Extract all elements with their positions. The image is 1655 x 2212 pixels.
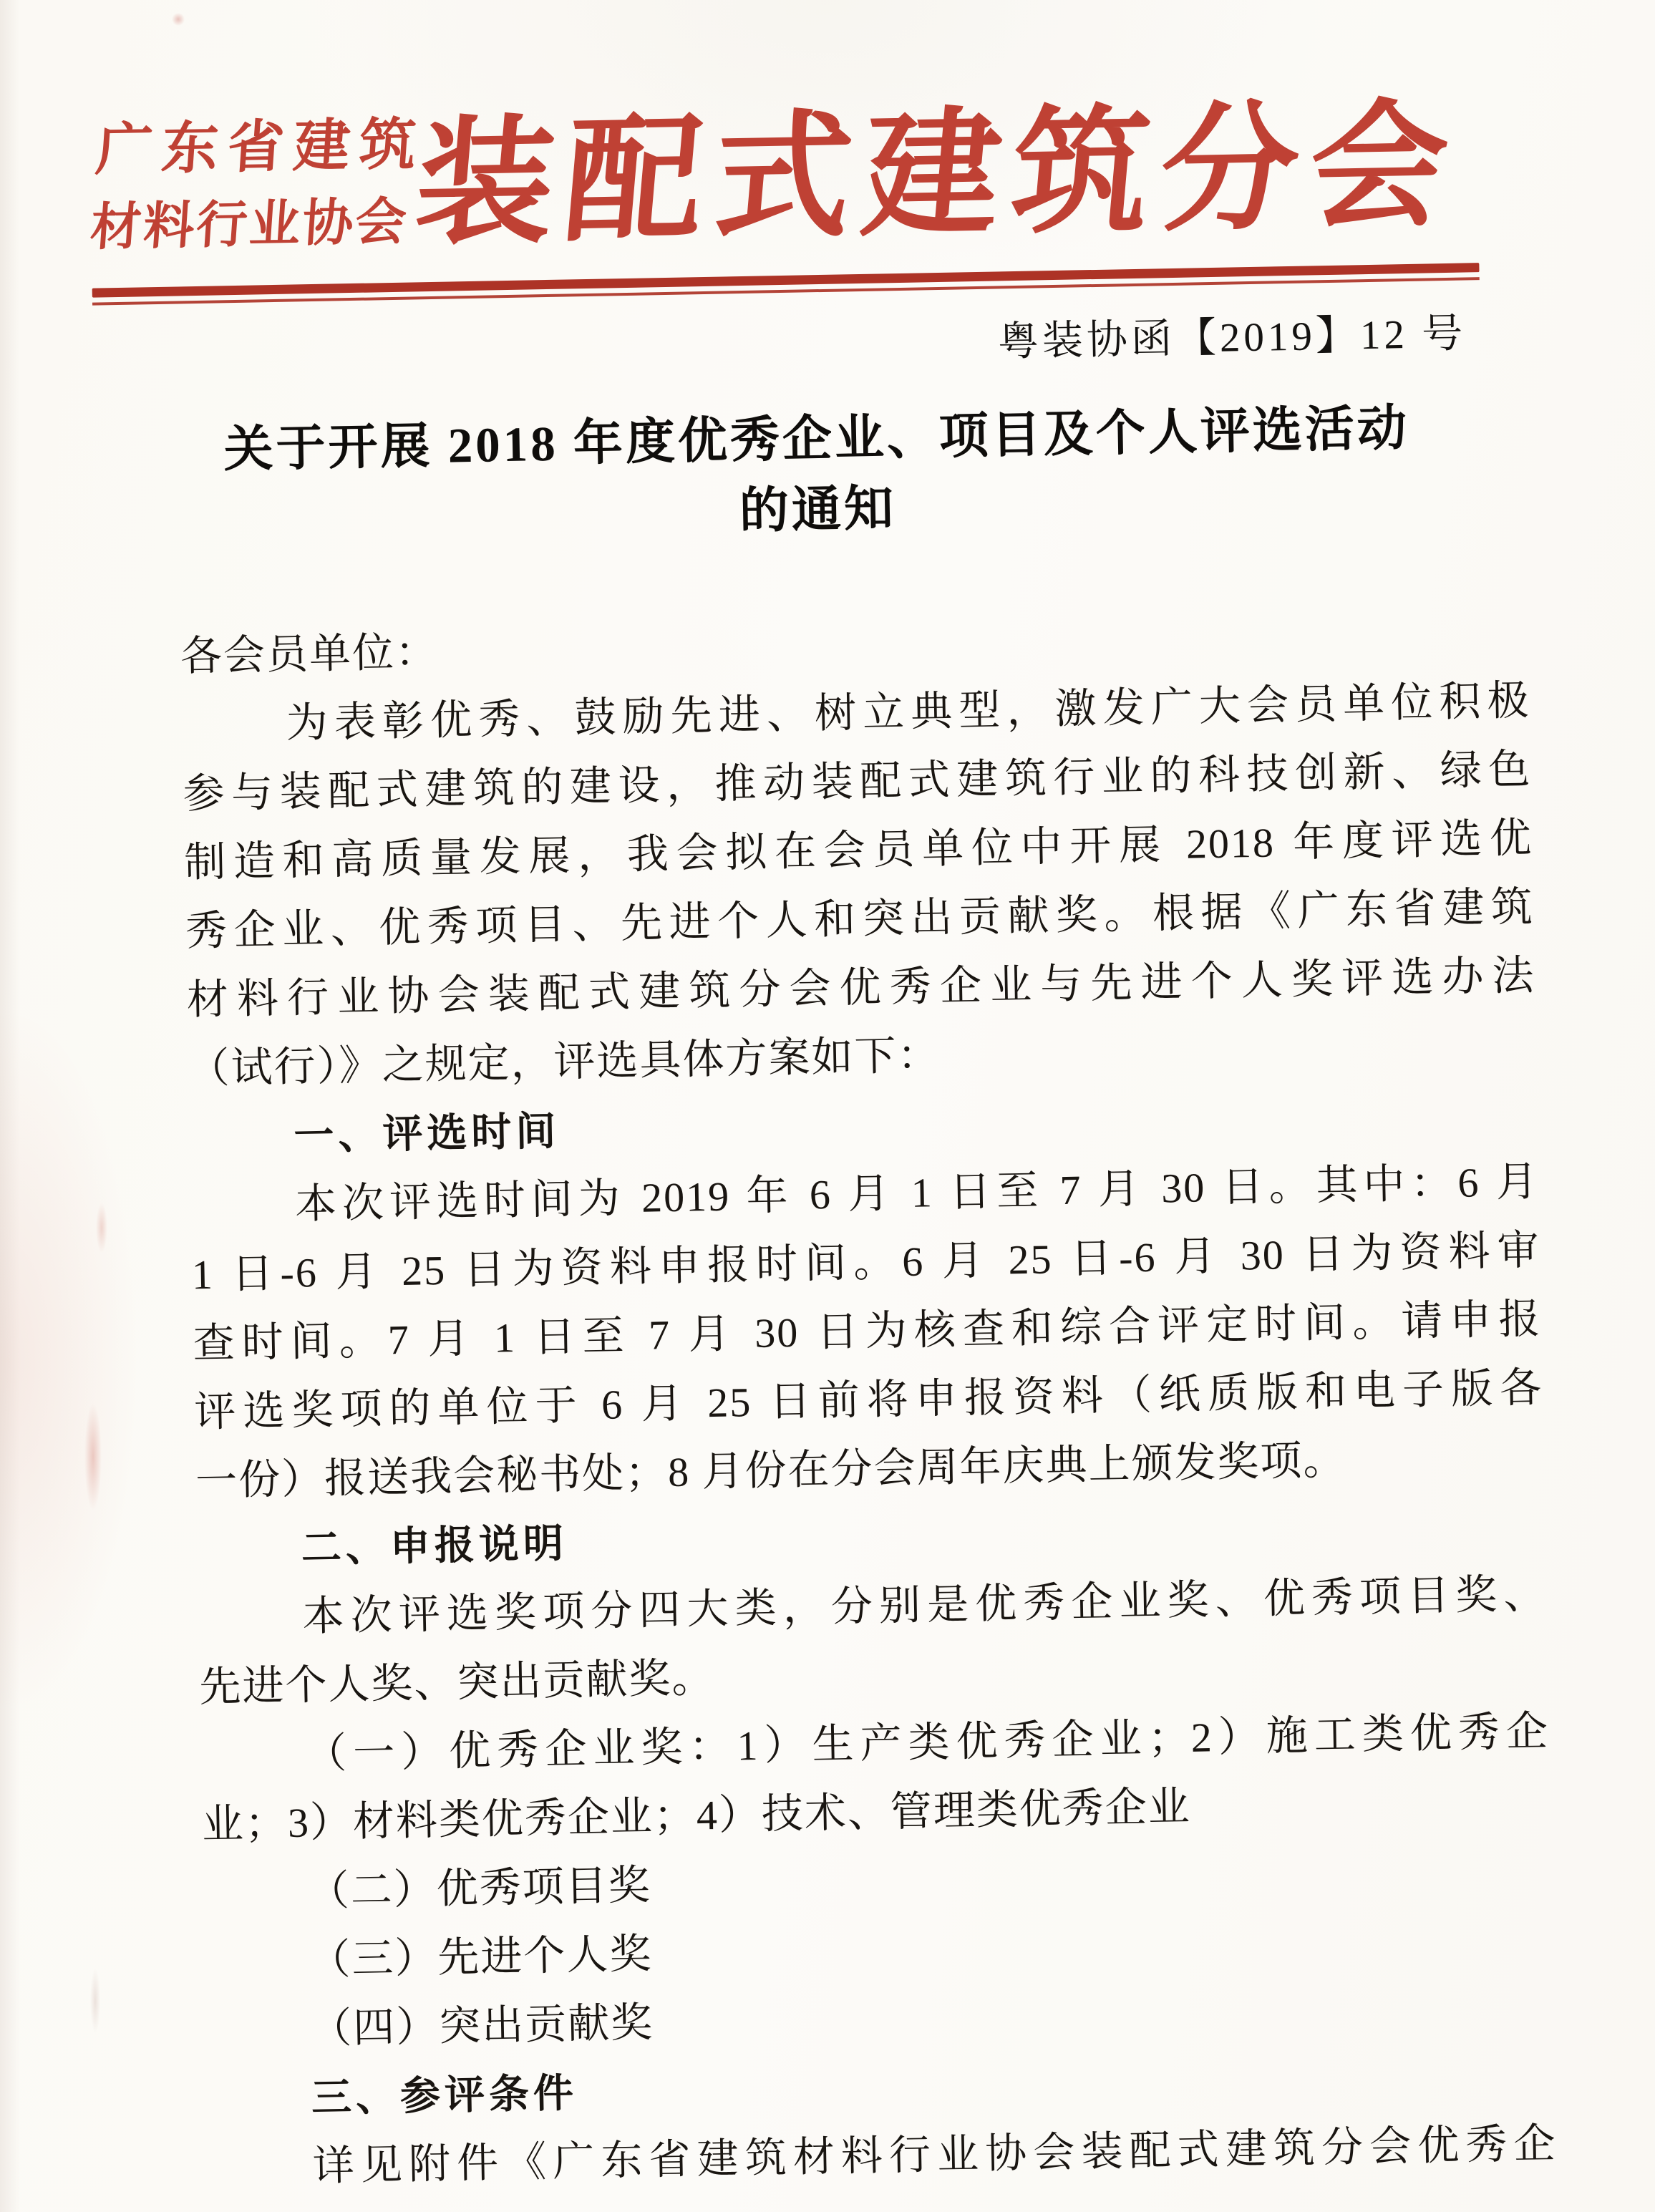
body-line: （三）先进个人奖: [308, 1930, 654, 1984]
body-line: 本次评选时间为 2019 年 6 月 1 日至 7 月 30 日。其中：6 月: [294, 1158, 1540, 1228]
org-name-line1: 广东省建筑: [93, 112, 428, 182]
document-title: [0, 389, 1646, 561]
body-line: （四）突出贡献奖: [309, 1999, 654, 2052]
body-line: 详见附件《广东省建筑材料行业协会装配式建筑分会优秀企: [312, 2120, 1558, 2190]
body-line: 三、参评条件: [311, 2070, 578, 2120]
document-title-line1: 关于开展 2018 年度优秀企业、项目及个人评选活动: [223, 400, 1410, 477]
body-line: 一份）报送我会秘书处；8 月份在分会周年庆典上颁发奖项。: [195, 1436, 1347, 1505]
document-title-line2: 的通知: [739, 481, 897, 539]
body-line: 评选奖项的单位于 6 月 25 日前将申报资料（纸质版和电子版各: [193, 1364, 1543, 1436]
letterhead: [88, 87, 1480, 268]
body-line: （二）优秀项目奖: [307, 1861, 652, 1915]
body-line: 业；3）材料类优秀企业；4）技术、管理类优秀企业: [201, 1782, 1192, 1848]
body-line: 制造和高质量发展，我会拟在会员单位中开展 2018 年度评选优: [183, 814, 1533, 886]
scan-edge-shade: [0, 0, 20, 2212]
body-line: 秀企业、优秀项目、先进个人和突出贡献奖。根据《广东省建筑: [185, 883, 1535, 955]
body-line: 本次评选奖项分四大类，分别是优秀企业奖、优秀项目奖、: [302, 1570, 1547, 1640]
body-line: 二、申报说明: [301, 1520, 568, 1571]
body-line: 各会员单位：: [180, 628, 439, 680]
branch-name: 装配式建筑分会: [409, 87, 1466, 261]
body-line: 参与装配式建筑的建设，推动装配式建筑行业的科技创新、绿色: [183, 745, 1532, 818]
body-line: （一）优秀企业奖：1）生产类优秀企业；2）施工类优秀企: [304, 1707, 1550, 1777]
letterhead-divider: [92, 263, 1480, 306]
body-line: 查时间。7 月 1 日至 7 月 30 日为核查和综合评定时间。请申报: [193, 1295, 1542, 1367]
body-line: 先进个人奖、突出贡献奖。: [198, 1654, 715, 1711]
org-name-line2: 材料行业协会: [88, 193, 411, 256]
body-line: 一、评选时间: [293, 1107, 560, 1158]
body-text: [180, 598, 1557, 2203]
body-line: 材料行业协会装配式建筑分会优秀企业与先进个人奖评选办法: [186, 951, 1536, 1024]
org-name: [88, 106, 428, 268]
body-line: 1 日-6 月 25 日为资料申报时间。6 月 25 日-6 月 30 日为资料审: [191, 1226, 1541, 1299]
body-line: （试行）》之规定，评选具体方案如下：: [188, 1032, 941, 1092]
document-number: 粤装协函【2019】12 号: [997, 311, 1467, 365]
body-line: 为表彰优秀、鼓励先进、树立典型，激发广大会员单位积极: [286, 676, 1531, 747]
